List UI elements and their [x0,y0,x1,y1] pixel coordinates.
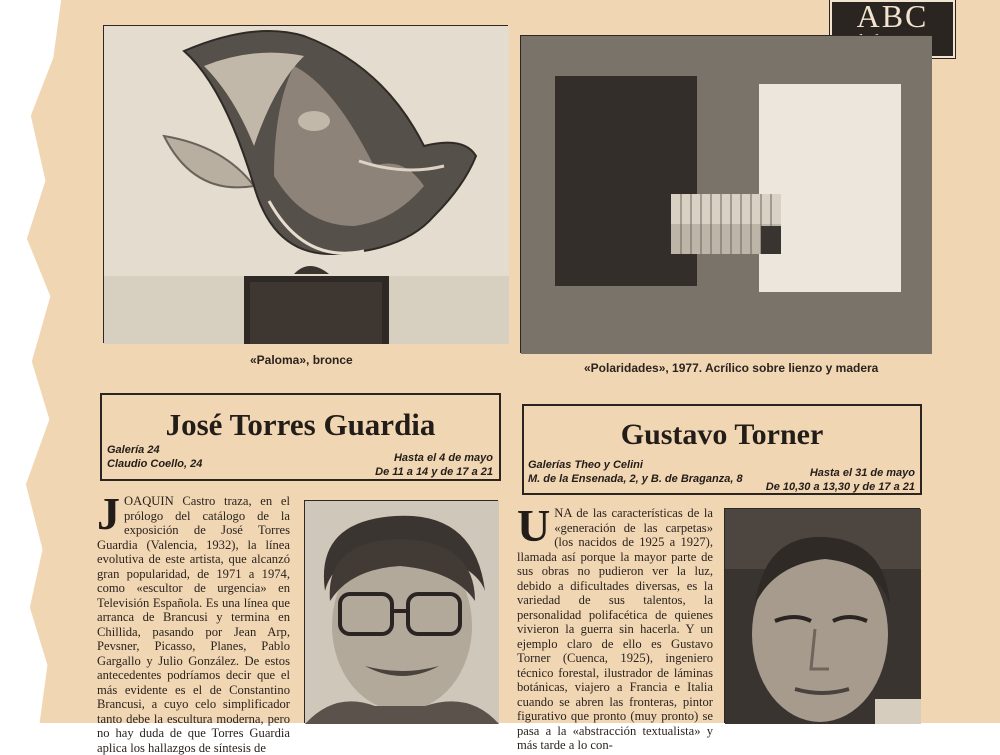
caption-paloma: «Paloma», bronce [250,353,353,367]
gallery-info [107,443,202,471]
gallery-address: Claudio Coello, 24 [107,458,203,470]
portrait-image [305,501,499,724]
portrait-torner [724,508,920,723]
portrait-torres-guardia [304,500,498,723]
article-header-torres-guardia [100,393,501,481]
dove-sculpture-image [104,26,509,344]
abstract-painting-image [521,36,932,354]
exhibition-hours: De 11 a 14 y de 17 a 21 [375,466,493,478]
polaridades-painting-photo [520,35,931,353]
article-body-torres-guardia [97,488,290,755]
caption-polaridades: «Polaridades», 1977. Acrílico sobre lienzo y madera [584,361,879,375]
artist-name: José Torres Guardia [165,407,436,442]
drop-cap: U [517,500,551,551]
gallery-name: Galería 24 [107,444,160,456]
gallery-address: M. de la Ensenada, 2, y B. de Braganza, 8 [528,473,743,485]
article-text: OAQUIN Castro traza, en el prólogo del catálogo de la exposición de José Torres Guardia (Valencia, 1932), la línea evolutiva de este artista, que alcanzó gran popularidad, de 1971 a 1974, como «escultor de urgencia» en Televisión Española. Es una línea que arranca de Brancusi y termina en Chillida, pasando por Jean Arp, Pevsner, Picasso, Planes, Pablo Gargallo y Julio González. De estos antecedentes podríamos decir que el más evidente es el de Constantino Brancusi, a cuyo celo simplificador tanto debe la escultura moderna, pero no hay duda de que Torres Guardia aplica los hallazgos de síntesis de [97,494,290,755]
masthead-abc: ABC [856,0,929,34]
portrait-image [725,509,921,724]
article-body-torner [517,500,713,752]
exhibition-until: Hasta el 31 de mayo [809,467,915,479]
exhibition-dates [766,466,915,494]
exhibition-until: Hasta el 4 de mayo [393,452,493,464]
exhibition-dates [375,451,493,479]
exhibition-hours: De 10,30 a 13,30 y de 17 a 21 [765,481,915,493]
paloma-sculpture-photo [103,25,508,343]
gallery-info [528,458,743,486]
gallery-name: Galerías Theo y Celini [528,459,643,471]
artist-name: Gustavo Torner [620,418,824,451]
article-text: NA de las características de la «generación de las carpetas» (los nacidos de 1925 a 1927), llamada así porque la mayor parte de sus obras no pudieron ver la luz, debido a dificultades diversas, es la variedad de sus talentos, la personalidad polifacética de quienes vivieron la guerra sin hacerla. Y un ejemplo claro de ello es Gustavo Torner (Cuenca, 1925), ingeniero técnico forestal, ilustrador de láminas botánicas, viajero a Francia e Italia cuando se abren las fronteras, pintor figurativo que pronto (muy pronto) se pasa a la «abstracción textualista» y más tarde a lo con- [517,506,713,752]
article-header-torner [522,404,922,495]
drop-cap: J [97,488,120,539]
